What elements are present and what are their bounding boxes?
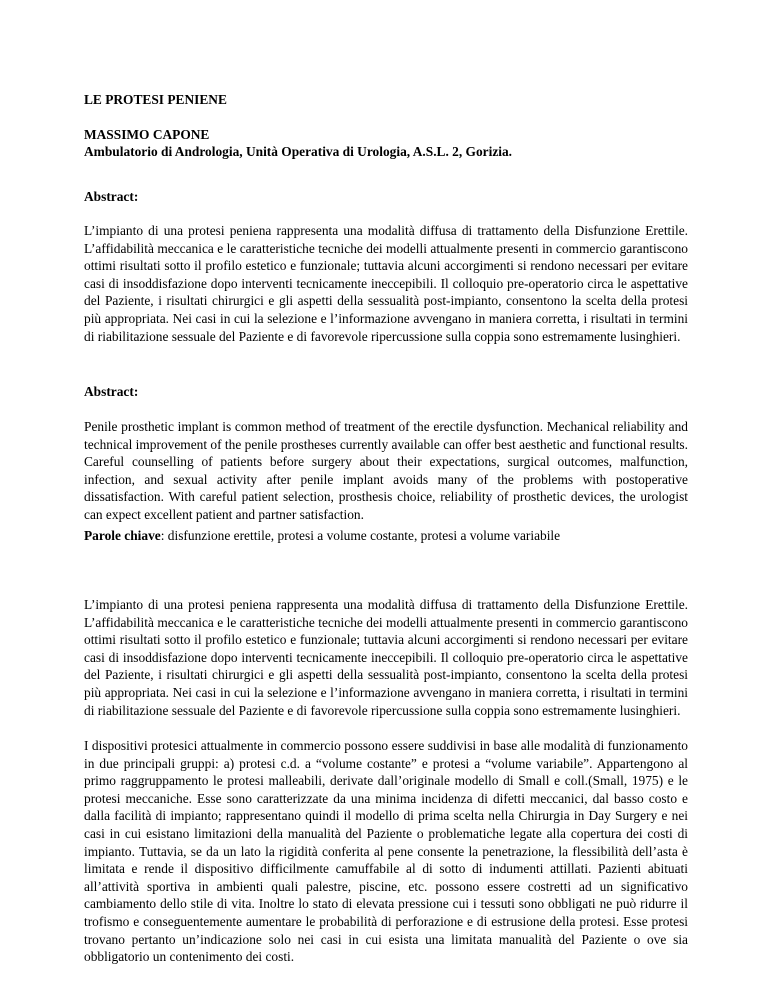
author-affiliation: Ambulatorio di Andrologia, Unità Operativa di Urologia, A.S.L. 2, Gorizia. [84, 144, 513, 159]
abstract-it-text: L’impianto di una protesi peniena rappresenta una modalità diffusa di trattamento della Disfunzione Erettile. L’affidabilità meccanica e le caratteristiche tecniche dei modelli attualmente presenti in commercio garantiscono ottimi risultati sotto il profilo estetico e funzionale; tuttavia alcuni accorgimenti si rendono necessari per evitare casi di insoddisfazione dopo interventi tecnicamente ineccepibili. Il colloquio pre-operatorio circa le aspettative del Paziente, i risultati chirurgici e gli aspetti della sessualità post-impianto, consentono la scelta della protesi più appropriata. Nei casi in cui la selezione e l’informazione avvengano in maniera corretta, i risultati in termini di riabilitazione sessuale del Paziente e di favorevole ripercussione sulla coppia sono estremamente lusinghieri. [84, 223, 688, 344]
body-paragraph-1: L’impianto di una protesi peniena rappresenta una modalità diffusa di trattamento della Disfunzione Erettile. L’affidabilità meccanica e le caratteristiche tecniche dei modelli attualmente presenti in commercio garantiscono ottimi risultati sotto il profilo estetico e funzionale; tuttavia alcuni accorgimenti si rendono necessari per evitare casi di insoddisfazione dopo interventi tecnicamente ineccepibili. Il colloquio pre-operatorio circa le aspettative del Paziente, i risultati chirurgici e gli aspetti della sessualità post-impianto, consentono la scelta della protesi più appropriata. Nei casi in cui la selezione e l’informazione avvengano in maniera corretta, i risultati in termini di riabilitazione sessuale del Paziente e di favorevole ripercussione sulla coppia sono estremamente lusinghieri. [84, 597, 688, 718]
abstract-it-heading: Abstract: [84, 189, 139, 204]
keywords-text: : disfunzione erettile, protesi a volume costante, protesi a volume variabile [160, 528, 561, 543]
abstract-en-heading: Abstract: [84, 384, 139, 399]
body-paragraph-2: I dispositivi protesici attualmente in commercio possono essere suddivisi in base alle modalità di funzionamento in due principali gruppi: a) protesi c.d. a “volume costante” e protesi a “volume variabile”. Appartengono al primo raggruppamento le protesi malleabili, derivate dall’originale modello di Small e coll.(Small, 1975) e le protesi meccaniche. Esse sono caratterizzate da una minima incidenza di difetti meccanici, dal basso costo e dalla facilità di impianto; rappresentano quindi il modello di prima scelta nella Chirurgia in Day Surgery e nei casi in cui esistano limitazioni della manualità del Paziente o problematiche legate alla copertura dei costi di impianto. Tuttavia, se da un lato la rigidità conferita al pene consente la penetrazione, la flessibilità dell’asta è limitata e rende il dispositivo difficilmente camuffabile al di sotto di indumenti attillati. Pazienti abituati all’attività sportiva in ambienti quali palestre, piscine, etc. possono essere costretti ad un significativo cambiamento dello stile di vita. Inoltre lo stato di elevata pressione cui i tessuti sono obbligati ne può ridurre il trofismo e conseguentemente aumentare le probabilità di perforazione e di estrusione della protesi. Esse protesi trovano pertanto un’indicazione solo nei casi in cui esista una limitata manualità del Paziente o ove sia obbligatorio un contenimento dei costi. [84, 738, 688, 965]
keywords-label: Parole chiave [84, 528, 161, 543]
document-title: LE PROTESI PENIENE [84, 92, 227, 107]
abstract-en-text: Penile prosthetic implant is common method of treatment of the erectile dysfunction. Mechanical reliability and technical improvement of the penile prostheses currently available can offer best aesthetic and functional results. Careful counselling of patients before surgery about their expectations, surgical outcomes, malfunction, infection, and sexual activity after penile implant avoids many of the problems with postoperative dissatisfaction. With careful patient selection, prosthesis choice, reliability of prosthetic devices, the urologist can expect excellent patient and partner satisfaction. [84, 419, 688, 522]
author-name: MASSIMO CAPONE [84, 127, 210, 142]
keywords-line [84, 527, 688, 545]
